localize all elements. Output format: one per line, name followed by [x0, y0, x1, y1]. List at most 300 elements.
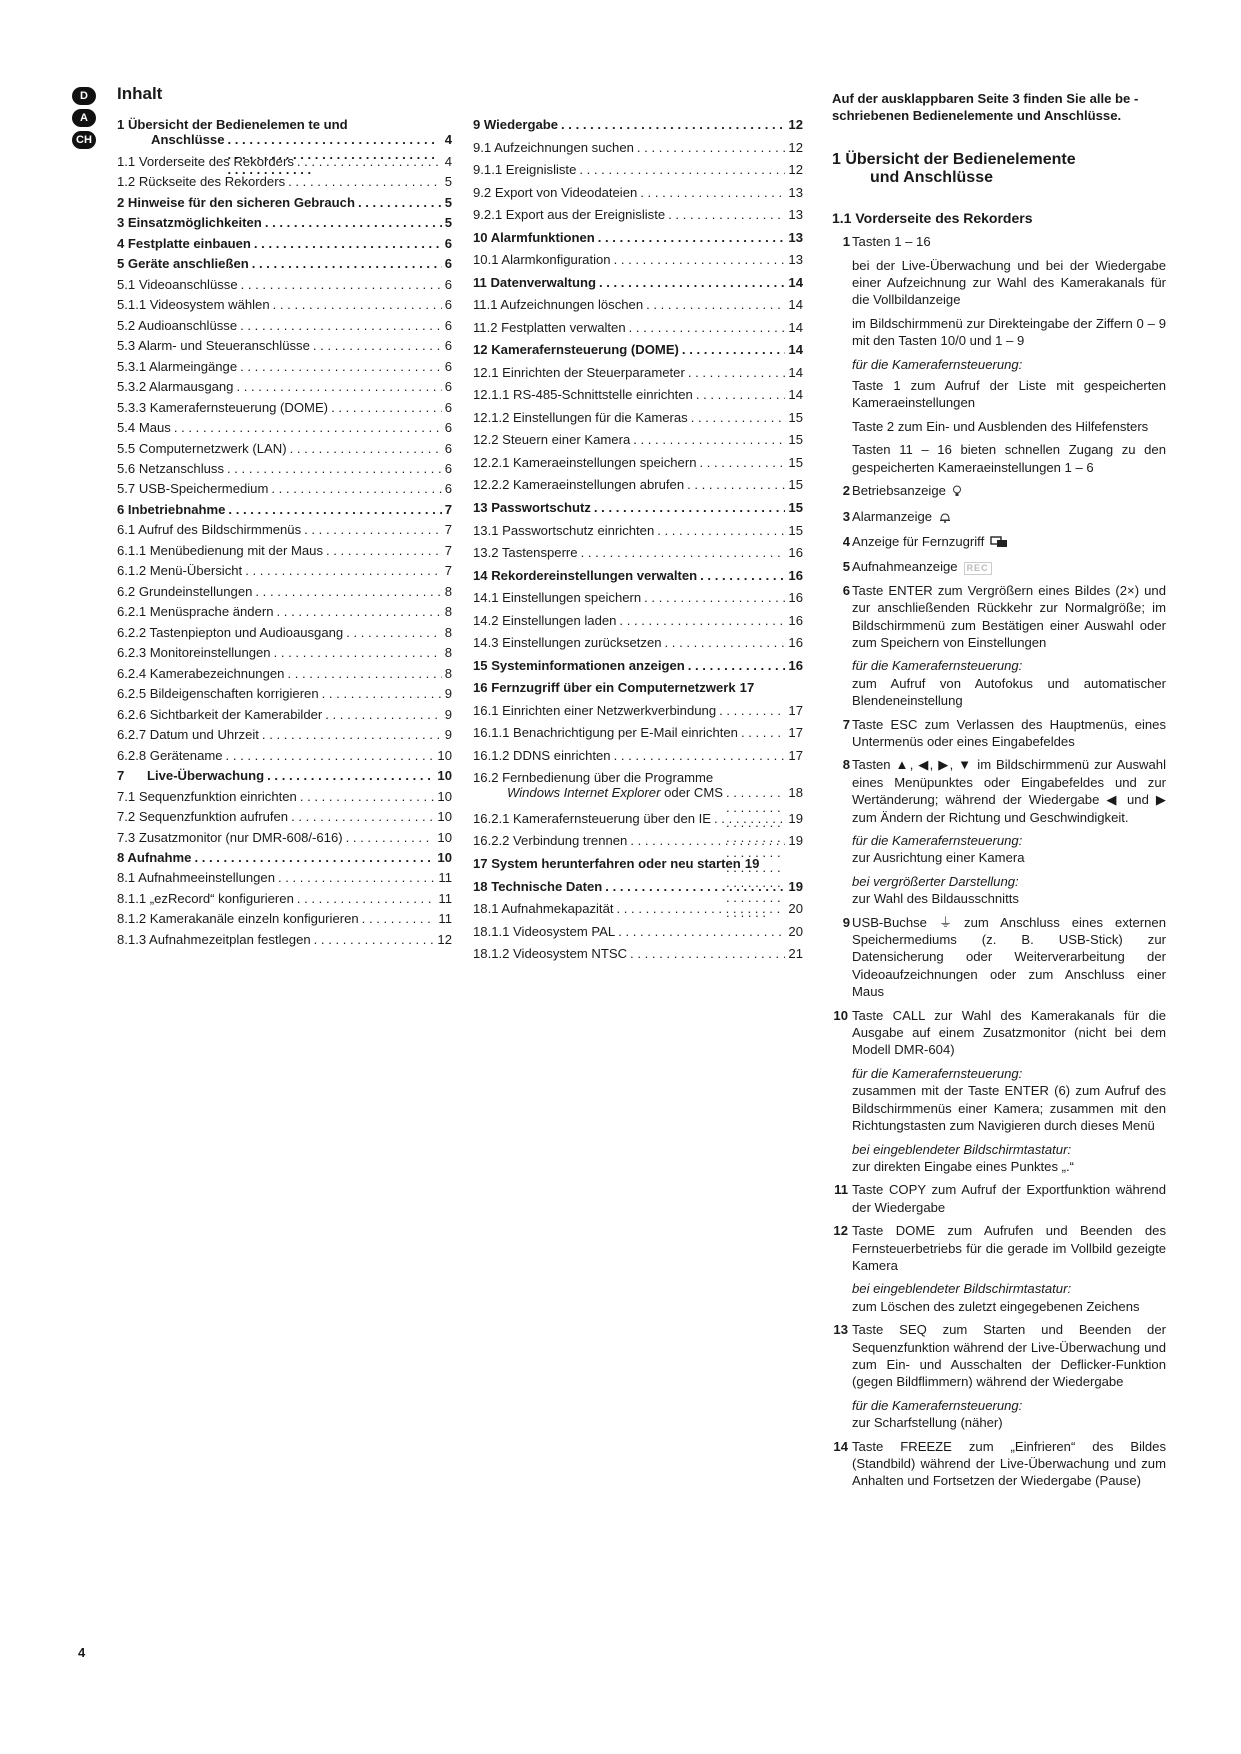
toc-entry [117, 481, 452, 496]
toc-entry [473, 387, 803, 402]
toc-page-number: 12 [788, 139, 803, 155]
toc-leader-dots [226, 748, 435, 763]
toc-entry [473, 924, 803, 939]
toc-page-number: 6 [444, 317, 452, 333]
toc-entry-title: 13 Passwortschutz [473, 500, 591, 516]
toc-entry [473, 432, 803, 447]
toc-entry-title: 13.1 Passwortschutz einrichten [473, 522, 655, 538]
control-item-number: 5 [842, 559, 850, 575]
toc-page-number: 17 [788, 747, 803, 763]
toc-leader-dots [277, 604, 442, 619]
toc-entry [117, 625, 452, 640]
toc-leader-dots [240, 318, 442, 333]
language-badge-ch: CH [72, 131, 96, 149]
toc-page-number: 14 [788, 364, 803, 380]
toc-entry-title: 5.4 Maus [117, 420, 171, 436]
toc-entry [117, 359, 452, 374]
toc-entry-title: 6.2.5 Bildeigenschaften korrigieren [117, 686, 319, 702]
toc-page-number: 7 [444, 501, 452, 517]
toc-page-number: 20 [788, 901, 803, 917]
toc-leader-dots [228, 502, 441, 517]
control-item-text-row [832, 1222, 1166, 1274]
toc-entry-title: 16 Fernzugriff über ein Computernetzwerk [473, 680, 736, 696]
control-item [832, 1007, 1166, 1176]
toc-entry-title: 10 Alarmfunktionen [473, 229, 595, 245]
control-item [832, 533, 1166, 552]
control-item [832, 1321, 1166, 1431]
toc-entry-title: 6.2.1 Menüsprache ändern [117, 604, 274, 620]
toc-entry-title: 18 Technische Daten [473, 878, 603, 894]
control-item-text-row [832, 914, 1166, 1001]
toc-leader-dots [262, 727, 442, 742]
toc-entry-title: 6.2.6 Sichtbarkeit der Kamerabilder [117, 706, 323, 722]
toc-entry [117, 563, 452, 578]
toc-page-number: 17 [739, 680, 755, 696]
toc-entry [473, 856, 803, 871]
toc-page-number: 17 [788, 702, 803, 718]
toc-entry [473, 879, 803, 894]
toc-entry-title: 6.2.3 Monitoreinstellungen [117, 645, 271, 661]
toc-page-number: 14 [788, 274, 803, 290]
control-item [832, 508, 1166, 527]
toc-entry [473, 635, 803, 650]
control-item-text: Betriebsanzeige [852, 483, 946, 499]
toc-leader-dots [581, 545, 786, 560]
toc-entry-title: 18.1.1 Videosystem PAL [473, 923, 616, 939]
toc-page-number: 18 [788, 785, 803, 801]
toc-entry-title: 5.1.1 Videosystem wählen [117, 297, 270, 313]
toc-entry [473, 811, 803, 826]
toc-entry-title: 11.1 Aufzeichnungen löschen [473, 297, 644, 313]
toc-entry [117, 727, 452, 742]
toc-leader-dots [358, 195, 442, 210]
control-item-text: Tasten ▲, ◀, ▶, ▼ im Bildschirmmenü zur Auswahl eines Menüpunktes oder Eingabefeldes und zur Wertänderung; während der Wiedergabe ◀ und ▶ zum Ändern der Richtung und Geschwindigkeit. [852, 757, 1166, 825]
toc-leader-dots [313, 338, 442, 353]
toc-leader-dots [688, 365, 786, 380]
control-item-number: 6 [842, 582, 850, 598]
toc-entry-title: Übersicht der Bedienelemen te und [127, 117, 348, 132]
toc-entry-title: 6.2.2 Tastenpiepton und Audioausgang [117, 624, 344, 640]
power-lamp-icon [952, 484, 962, 501]
toc-page-number: 9 [444, 727, 452, 743]
control-item-subtext: zum Aufruf von Autofokus und automatischer Blendeneinstellung [852, 675, 1166, 709]
control-item [832, 482, 1166, 501]
toc-entry [117, 400, 452, 415]
control-item-subheading: bei eingeblendeter Bildschirmtastatur: [852, 1281, 1072, 1297]
toc-entry-text: Live-Überwachung [147, 768, 265, 784]
toc-leader-dots [714, 811, 785, 826]
toc-entry-title: 12.2 Steuern einer Kamera [473, 432, 631, 448]
toc-entry-title: 16.2.1 Kamerafernsteuerung über den IE [473, 810, 712, 826]
toc-entry-rest: oder CMS [660, 785, 724, 801]
toc-page-number: 7 [444, 542, 452, 558]
toc-leader-dots [236, 379, 441, 394]
toc-leader-dots [561, 117, 785, 132]
toc-leader-dots [619, 613, 785, 628]
toc-leader-dots [741, 725, 785, 740]
toc-leader-dots [288, 174, 442, 189]
content-column [832, 90, 1166, 1496]
toc-entry-title [117, 768, 264, 783]
toc-entry [473, 946, 803, 961]
toc-page-number: 19 [744, 856, 760, 871]
toc-page-number: 12 [788, 162, 803, 178]
toc-entry-title: 6.2.4 Kamerabezeichnungen [117, 665, 285, 681]
toc-entry-title: 6.2.7 Datum und Uhrzeit [117, 727, 259, 743]
toc-leader-dots [322, 686, 442, 701]
toc-page-number: 14 [788, 387, 803, 403]
toc-leader-dots [346, 625, 442, 640]
toc-page-number: 10 [437, 788, 452, 804]
control-item-note: bei der Live-Überwachung und bei der Wiedergabe einer Aufzeichnung zur Wahl des Kamerakanals für die Vollbildanzeige [852, 257, 1166, 308]
toc-entry [473, 297, 803, 312]
control-item-subtext: zur direkten Eingabe eines Punktes „.“ [852, 1158, 1074, 1174]
control-item-text-row [832, 716, 1166, 751]
toc-page-number: 9 [444, 706, 452, 722]
control-item [832, 914, 1166, 1001]
toc-page-number: 7 [444, 522, 452, 538]
control-item-number: 4 [842, 533, 850, 549]
toc-entry [473, 275, 803, 290]
toc-entry [117, 379, 452, 394]
toc-leader-dots [646, 297, 785, 312]
toc-entry-line1 [117, 117, 452, 132]
toc-page-number: 6 [444, 420, 452, 436]
control-item-text-row [832, 1321, 1166, 1391]
control-item-subtext: zur Wahl des Bildausschnitts [852, 891, 1019, 907]
toc-page-number: 15 [788, 500, 803, 516]
control-item-text: Taste SEQ zum Starten und Beenden der Sequenzfunktion während der Live-Überwachung und zum Ein- und Ausschalten der Deflicker-Funktion (gegen Bildflimmern) während der Wiedergabe [852, 1322, 1166, 1390]
language-badge-d: D [72, 87, 96, 105]
toc-leader-dots [614, 252, 786, 267]
toc-entry [117, 174, 452, 189]
toc-leader-dots [665, 635, 786, 650]
control-item-text-row [832, 508, 1166, 527]
control-item [832, 233, 1166, 476]
toc-leader-dots [265, 215, 442, 230]
control-item-number: 14 [833, 1438, 848, 1454]
toc-leader-dots [267, 768, 434, 783]
toc-entry [473, 613, 803, 628]
control-item-text: Taste DOME zum Aufrufen und Beenden des Fernsteuerbetriebs für die gerade im Vollbild gezeigte Kamera [852, 1223, 1166, 1273]
control-item-number: 11 [834, 1182, 848, 1198]
toc-entry [473, 680, 803, 695]
toc-leader-dots [633, 432, 785, 447]
toc-entry [117, 441, 452, 456]
control-item-text-row [832, 233, 1166, 250]
control-item [832, 582, 1166, 710]
toc-entry [117, 195, 452, 210]
toc-leader-dots [688, 658, 786, 673]
toc-page-number: 13 [788, 207, 803, 223]
toc-entry [473, 230, 803, 245]
toc-page-number: 6 [444, 256, 452, 272]
toc-entry-title: 9.1 Aufzeichnungen suchen [473, 139, 634, 155]
toc-leader-dots [304, 522, 442, 537]
toc-entry [117, 236, 452, 251]
toc-entry [473, 140, 803, 155]
toc-page-number: 8 [444, 645, 452, 661]
toc-page-number: 19 [788, 810, 803, 826]
toc-page-number: 15 [788, 477, 803, 493]
toc-entry [117, 645, 452, 660]
toc-entry [473, 342, 803, 357]
toc-page-number: 6 [444, 481, 452, 497]
toc-entry-title: 9.2 Export von Videodateien [473, 184, 638, 200]
toc-entry-title: 5.7 USB-Speichermedium [117, 481, 269, 497]
toc-page-number: 12 [788, 117, 803, 132]
toc-entry [473, 901, 803, 916]
toc-page-number: 4 [444, 132, 452, 147]
toc-leader-dots [314, 932, 435, 947]
control-item-subheading: für die Kamerafernsteuerung: [852, 1065, 1023, 1081]
toc-entry-title: 8.1.1 „ezRecord“ konfigurieren [117, 890, 294, 906]
toc-entry-title: 12.1.2 Einstellungen für die Kameras [473, 409, 688, 425]
toc-entry-title: 6.1.1 Menübedienung mit der Maus [117, 542, 323, 558]
control-item-text-row [832, 482, 1166, 501]
toc-leader-dots [174, 420, 442, 435]
toc-entry [117, 502, 452, 517]
toc-entry [473, 500, 803, 515]
toc-leader-dots [362, 911, 436, 926]
toc-leader-dots [241, 277, 442, 292]
toc-entry-title: 12.1.1 RS-485-Schnittstelle einrichten [473, 387, 693, 403]
toc-entry [117, 850, 452, 865]
control-item-text-row [832, 558, 1166, 575]
toc-entry [473, 455, 803, 470]
toc-entry-title: 8 Aufnahme [117, 850, 192, 865]
toc-leader-dots [255, 584, 441, 599]
toc-entry-title: 9.2.1 Export aus der Ereignisliste [473, 207, 666, 223]
toc-page-number: 5 [444, 194, 452, 210]
toc-page-number: 12 [437, 931, 452, 947]
toc-leader-dots [274, 645, 442, 660]
control-item-text: Taste FREEZE zum „Einfrieren“ des Bildes (Standbild) während der Live-Überwachung und zum Anhalten und Fortsetzen der Wiedergabe (Pause) [852, 1438, 1166, 1489]
toc-entry [117, 789, 452, 804]
toc-leader-dots [719, 703, 785, 718]
control-item-text-row [832, 533, 1166, 552]
toc-entry-number: 1 [117, 117, 125, 132]
control-item-number: 3 [842, 508, 850, 524]
toc-entry [117, 748, 452, 763]
toc-page-number: 8 [444, 604, 452, 620]
toc-leader-dots [240, 359, 442, 374]
control-item-number: 8 [842, 757, 850, 773]
toc-entry [117, 256, 452, 271]
toc-entry [117, 543, 452, 558]
control-item-note: im Bildschirmmenü zur Direkteingabe der Ziffern 0 – 9 mit den Tasten 10/0 und 1 – 9 [852, 315, 1166, 349]
toc-entry [117, 932, 452, 947]
control-item-text: Tasten 1 – 16 [852, 234, 931, 250]
toc-page-number: 5 [444, 215, 452, 231]
toc-entry [117, 809, 452, 824]
toc-entry-title: 4 Festplatte einbauen [117, 235, 251, 251]
toc-entry [473, 185, 803, 200]
toc-leader-dots [194, 850, 434, 865]
toc-page-number: 8 [444, 624, 452, 640]
toc-leader-dots [630, 946, 785, 961]
toc-entry-title: 18.1 Aufnahmekapazität [473, 901, 614, 917]
toc-entry-title: 8.1.2 Kamerakanäle einzeln konfigurieren [117, 911, 359, 927]
toc-entry [117, 686, 452, 701]
toc-entry-title: 13.2 Tastensperre [473, 545, 578, 561]
control-item-number: 9 [842, 914, 850, 930]
control-item-text-row [832, 1438, 1166, 1490]
toc-leader-dots [594, 500, 786, 515]
toc-page-number: 6 [444, 440, 452, 456]
toc-entry [473, 568, 803, 583]
control-item [832, 1438, 1166, 1490]
toc-entry-title: 7.1 Sequenzfunktion einrichten [117, 788, 297, 804]
toc-page-number: 20 [788, 923, 803, 939]
toc-entry-title: 11 Datenverwaltung [473, 274, 596, 290]
toc-leader-dots [637, 140, 786, 155]
toc-entry [117, 522, 452, 537]
toc-page-number: 16 [788, 567, 803, 583]
control-item-number: 10 [833, 1007, 848, 1023]
control-item-text: Taste ESC zum Verlassen des Hauptmenüs, eines Untermenüs oder eines Eingabefeldes [852, 716, 1166, 749]
toc-leader-dots [325, 707, 441, 722]
toc-page-number: 16 [788, 657, 803, 673]
toc-page-number: 9 [444, 686, 452, 702]
toc-leader-dots [291, 809, 434, 824]
control-item-number: 1 [842, 234, 850, 250]
toc-page-number: 14 [788, 342, 803, 358]
control-item [832, 756, 1166, 907]
toc-entry-title: 1.1 Vorderseite des Rekorders [117, 153, 294, 169]
toc-entry-number: 7 [117, 768, 125, 784]
toc-entry-title: 11.2 Festplatten verwalten [473, 319, 626, 335]
toc-page-number: 16 [788, 590, 803, 606]
toc-page-number: 6 [444, 276, 452, 292]
toc-page-number: 14 [788, 319, 803, 335]
toc-entry-title: 8.1 Aufnahmeeinstellungen [117, 870, 275, 886]
toc-leader-dots [657, 523, 785, 538]
toc-page-number: 13 [788, 229, 803, 245]
toc-page-number: 15 [788, 409, 803, 425]
toc-entry [117, 604, 452, 619]
section-1-heading-line2: und Anschlüsse [870, 168, 993, 186]
toc-leader-dots [640, 185, 785, 200]
toc-entry-title: 16.1.2 DDNS einrichten [473, 747, 611, 763]
toc-entry [473, 162, 803, 177]
control-item-note: Tasten 11 – 16 bieten schnellen Zugang zu den gespeicherten Kameraeinstellungen 1 – 6 [852, 442, 1166, 475]
toc-page-number: 11 [438, 870, 452, 886]
toc-entry [117, 215, 452, 230]
toc-entry-title: 16.2.2 Verbindung trennen [473, 833, 628, 849]
toc-leader-dots [287, 666, 441, 681]
toc-leader-dots [326, 543, 442, 558]
toc-leader-dots [290, 441, 442, 456]
toc-entry-title: 5.3.1 Alarmeingänge [117, 358, 238, 374]
toc-leader-dots [687, 477, 785, 492]
toc-entry-title: 10.1 Alarmkonfiguration [473, 252, 611, 268]
toc-entry [117, 870, 452, 885]
toc-leader-dots [331, 400, 442, 415]
toc-entry-title: 16.1 Einrichten einer Netzwerkverbindung [473, 702, 717, 718]
toc-entry [117, 461, 452, 476]
toc-entry-title: 5 Geräte anschließen [117, 256, 249, 272]
toc-entry [473, 703, 803, 718]
control-item [832, 716, 1166, 751]
toc-page-number: 8 [444, 665, 452, 681]
toc-entry-title: 9 Wiedergabe [473, 117, 559, 132]
section-1-heading-line1: 1 Übersicht der Bedienelemente [832, 150, 1076, 168]
toc-page-number: 15 [788, 522, 803, 538]
toc-leader-dots [599, 275, 785, 290]
control-item [832, 558, 1166, 575]
page-number: 4 [78, 1645, 86, 1660]
control-item-subtext: zur Scharfstellung (näher) [852, 1415, 1003, 1431]
toc-entry-title: 18.1.2 Videosystem NTSC [473, 946, 628, 962]
rec-indicator-icon: REC [964, 562, 992, 575]
control-item-number: 13 [833, 1322, 848, 1338]
toc-entry [117, 584, 452, 599]
toc-entry [473, 410, 803, 425]
toc-leader-dots [700, 568, 785, 583]
toc-leader-dots [617, 901, 786, 916]
toc-entry [117, 420, 452, 435]
toc-entry-title: 14.2 Einstellungen laden [473, 612, 617, 628]
control-item-subheading: bei vergrößerter Darstellung: [852, 873, 1019, 889]
toc-page-number: 13 [788, 184, 803, 200]
toc-page-number: 7 [444, 563, 452, 579]
control-item-number: 12 [833, 1223, 848, 1239]
section-1-heading [832, 151, 1166, 187]
toc-page-number: 6 [444, 235, 452, 251]
control-item-text: USB-Buchse ⏚ zum Anschluss eines externen Speichermediums (z. B. USB-Stick) zur Datensicherung oder Weiterverarbeitung der Videoaufzeichnungen oder zum Anschluss einer Maus [852, 914, 1166, 1000]
toc-entry [117, 666, 452, 681]
control-item-text-row [832, 756, 1166, 826]
control-item-subheading: bei eingeblendeter Bildschirmtastatur: [852, 1141, 1072, 1157]
toc-page-number: 11 [438, 911, 452, 927]
toc-entry-title: 5.1 Videoanschlüsse [117, 276, 238, 292]
toc-entry-title: 5.3 Alarm- und Steueranschlüsse [117, 338, 310, 354]
toc-page-number: 10 [437, 850, 452, 865]
toc-entry [117, 830, 452, 845]
toc-page-number: 15 [788, 454, 803, 470]
control-item-subheading: für die Kamerafernsteuerung: [852, 356, 1023, 372]
toc-leader-dots [278, 870, 435, 885]
toc-entry-title: 3 Einsatzmöglichkeiten [117, 215, 262, 231]
toc-page-number: 11 [438, 890, 452, 906]
toc-entry [117, 297, 452, 312]
toc-entry-title: 5.5 Computernetzwerk (LAN) [117, 440, 287, 456]
control-item [832, 1222, 1166, 1315]
toc-entry-title: 7.2 Sequenzfunktion aufrufen [117, 809, 289, 825]
alarm-icon [938, 510, 952, 527]
toc-entry [473, 545, 803, 560]
toc-page-number: 10 [437, 747, 452, 763]
toc-entry-title: 6.2.8 Gerätename [117, 747, 223, 763]
toc-leader-dots [618, 924, 785, 939]
toc-leader-dots [273, 297, 442, 312]
toc-entry-title: 5.2 Audioanschlüsse [117, 317, 238, 333]
control-item-number: 2 [842, 483, 850, 499]
toc-leader-dots [629, 320, 786, 335]
network-icon [990, 535, 1008, 552]
control-item-text: Taste COPY zum Aufruf der Exportfunktion während der Wiedergabe [852, 1182, 1166, 1215]
toc-entry-title: 8.1.3 Aufnahmezeitplan festlegen [117, 931, 311, 947]
toc-entry-title: 1.2 Rückseite des Rekorders [117, 174, 286, 190]
toc-leader-dots [254, 236, 442, 251]
section-1-1-heading: 1.1 Vorderseite des Rekorders [832, 209, 1033, 226]
toc-entry [117, 277, 452, 292]
toc-leader-dots [682, 342, 786, 357]
toc-entry-title: 5.3.3 Kamerafernsteuerung (DOME) [117, 399, 329, 415]
control-item-text: Aufnahmeanzeige [852, 559, 958, 575]
toc-page-number: 16 [788, 545, 803, 561]
